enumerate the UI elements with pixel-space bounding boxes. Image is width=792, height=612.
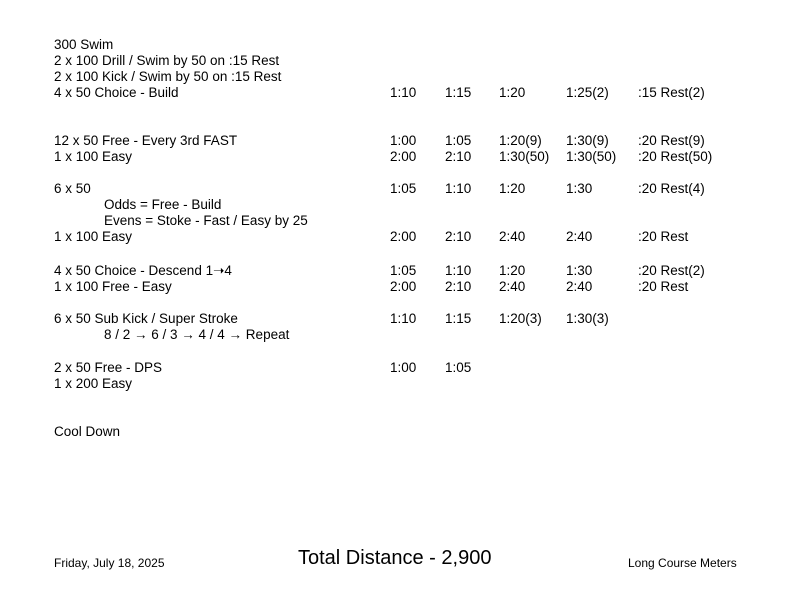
set-detail: 8 / 2 → 6 / 3 → 4 / 4 → Repeat (104, 327, 290, 342)
set-description: 2 x 50 Free - DPS (54, 360, 163, 375)
set-description: 1 x 100 Free - Easy (54, 279, 172, 294)
set-description: 1 x 200 Easy (54, 376, 133, 391)
interval-group-4: 2:40 (566, 279, 593, 294)
interval-group-4: 2:40 (566, 229, 593, 244)
interval-group-4: 1:30 (566, 181, 593, 196)
course-type: Long Course Meters (628, 556, 737, 570)
workout-row (54, 69, 754, 85)
set-detail: Odds = Free - Build (104, 197, 222, 212)
interval-group-1: 1:05 (390, 263, 417, 278)
interval-group-3: 1:20 (499, 263, 526, 278)
interval-group-2: 1:05 (445, 360, 472, 375)
interval-group-3: 2:40 (499, 279, 526, 294)
interval-group-2: 1:15 (445, 311, 472, 326)
interval-group-5: :15 Rest(2) (638, 85, 705, 100)
interval-group-1: 1:10 (390, 311, 417, 326)
interval-group-2: 2:10 (445, 229, 472, 244)
set-description: 1 x 100 Easy (54, 149, 133, 164)
total-distance: Total Distance - 2,900 (298, 547, 492, 569)
interval-group-2: 1:05 (445, 133, 472, 148)
interval-group-5: :20 Rest(4) (638, 181, 705, 196)
interval-group-5: :20 Rest (638, 279, 689, 294)
interval-group-1: 2:00 (390, 279, 417, 294)
workout-row (54, 360, 754, 376)
interval-group-1: 1:00 (390, 360, 417, 375)
interval-group-3: 1:30(50) (499, 149, 550, 164)
interval-group-3: 2:40 (499, 229, 526, 244)
interval-group-2: 2:10 (445, 149, 472, 164)
interval-group-1: 1:05 (390, 181, 417, 196)
set-description: 2 x 100 Kick / Swim by 50 on :15 Rest (54, 69, 282, 84)
set-description: 6 x 50 Sub Kick / Super Stroke (54, 311, 238, 326)
workout-row (54, 53, 754, 69)
workout-row (54, 197, 754, 213)
workout-date: Friday, July 18, 2025 (54, 556, 165, 570)
interval-group-5: :20 Rest(9) (638, 133, 705, 148)
interval-group-4: 1:25(2) (566, 85, 609, 100)
workout-row (54, 213, 754, 229)
interval-group-4: 1:30(9) (566, 133, 609, 148)
workout-row (54, 133, 754, 149)
workout-row (54, 37, 754, 53)
set-description: 12 x 50 Free - Every 3rd FAST (54, 133, 238, 148)
set-description: 1 x 100 Easy (54, 229, 133, 244)
set-description: 2 x 100 Drill / Swim by 50 on :15 Rest (54, 53, 280, 68)
interval-group-1: 2:00 (390, 149, 417, 164)
workout-row (54, 263, 754, 279)
interval-group-3: 1:20 (499, 85, 526, 100)
interval-group-1: 2:00 (390, 229, 417, 244)
interval-group-5: :20 Rest (638, 229, 689, 244)
set-description: 6 x 50 (54, 181, 91, 196)
interval-group-3: 1:20(9) (499, 133, 542, 148)
interval-group-4: 1:30 (566, 263, 593, 278)
interval-group-4: 1:30(3) (566, 311, 609, 326)
interval-group-5: :20 Rest(50) (638, 149, 713, 164)
workout-row (54, 311, 754, 327)
workout-row (54, 279, 754, 295)
interval-group-2: 2:10 (445, 279, 472, 294)
interval-group-3: 1:20 (499, 181, 526, 196)
set-description: 4 x 50 Choice - Build (54, 85, 179, 100)
interval-group-4: 1:30(50) (566, 149, 617, 164)
workout-row (54, 85, 754, 101)
workout-row (54, 327, 754, 343)
workout-row (54, 181, 754, 197)
interval-group-2: 1:10 (445, 181, 472, 196)
interval-group-3: 1:20(3) (499, 311, 542, 326)
cool-down-label: Cool Down (54, 424, 121, 439)
interval-group-2: 1:10 (445, 263, 472, 278)
workout-row (54, 376, 754, 392)
set-description: 300 Swim (54, 37, 114, 52)
interval-group-1: 1:00 (390, 133, 417, 148)
workout-row (54, 229, 754, 245)
workout-row (54, 424, 754, 440)
workout-row (54, 149, 754, 165)
interval-group-5: :20 Rest(2) (638, 263, 705, 278)
set-detail: Evens = Stoke - Fast / Easy by 25 (104, 213, 308, 228)
interval-group-1: 1:10 (390, 85, 417, 100)
set-description: 4 x 50 Choice - Descend 1➝4 (54, 263, 232, 278)
interval-group-2: 1:15 (445, 85, 472, 100)
